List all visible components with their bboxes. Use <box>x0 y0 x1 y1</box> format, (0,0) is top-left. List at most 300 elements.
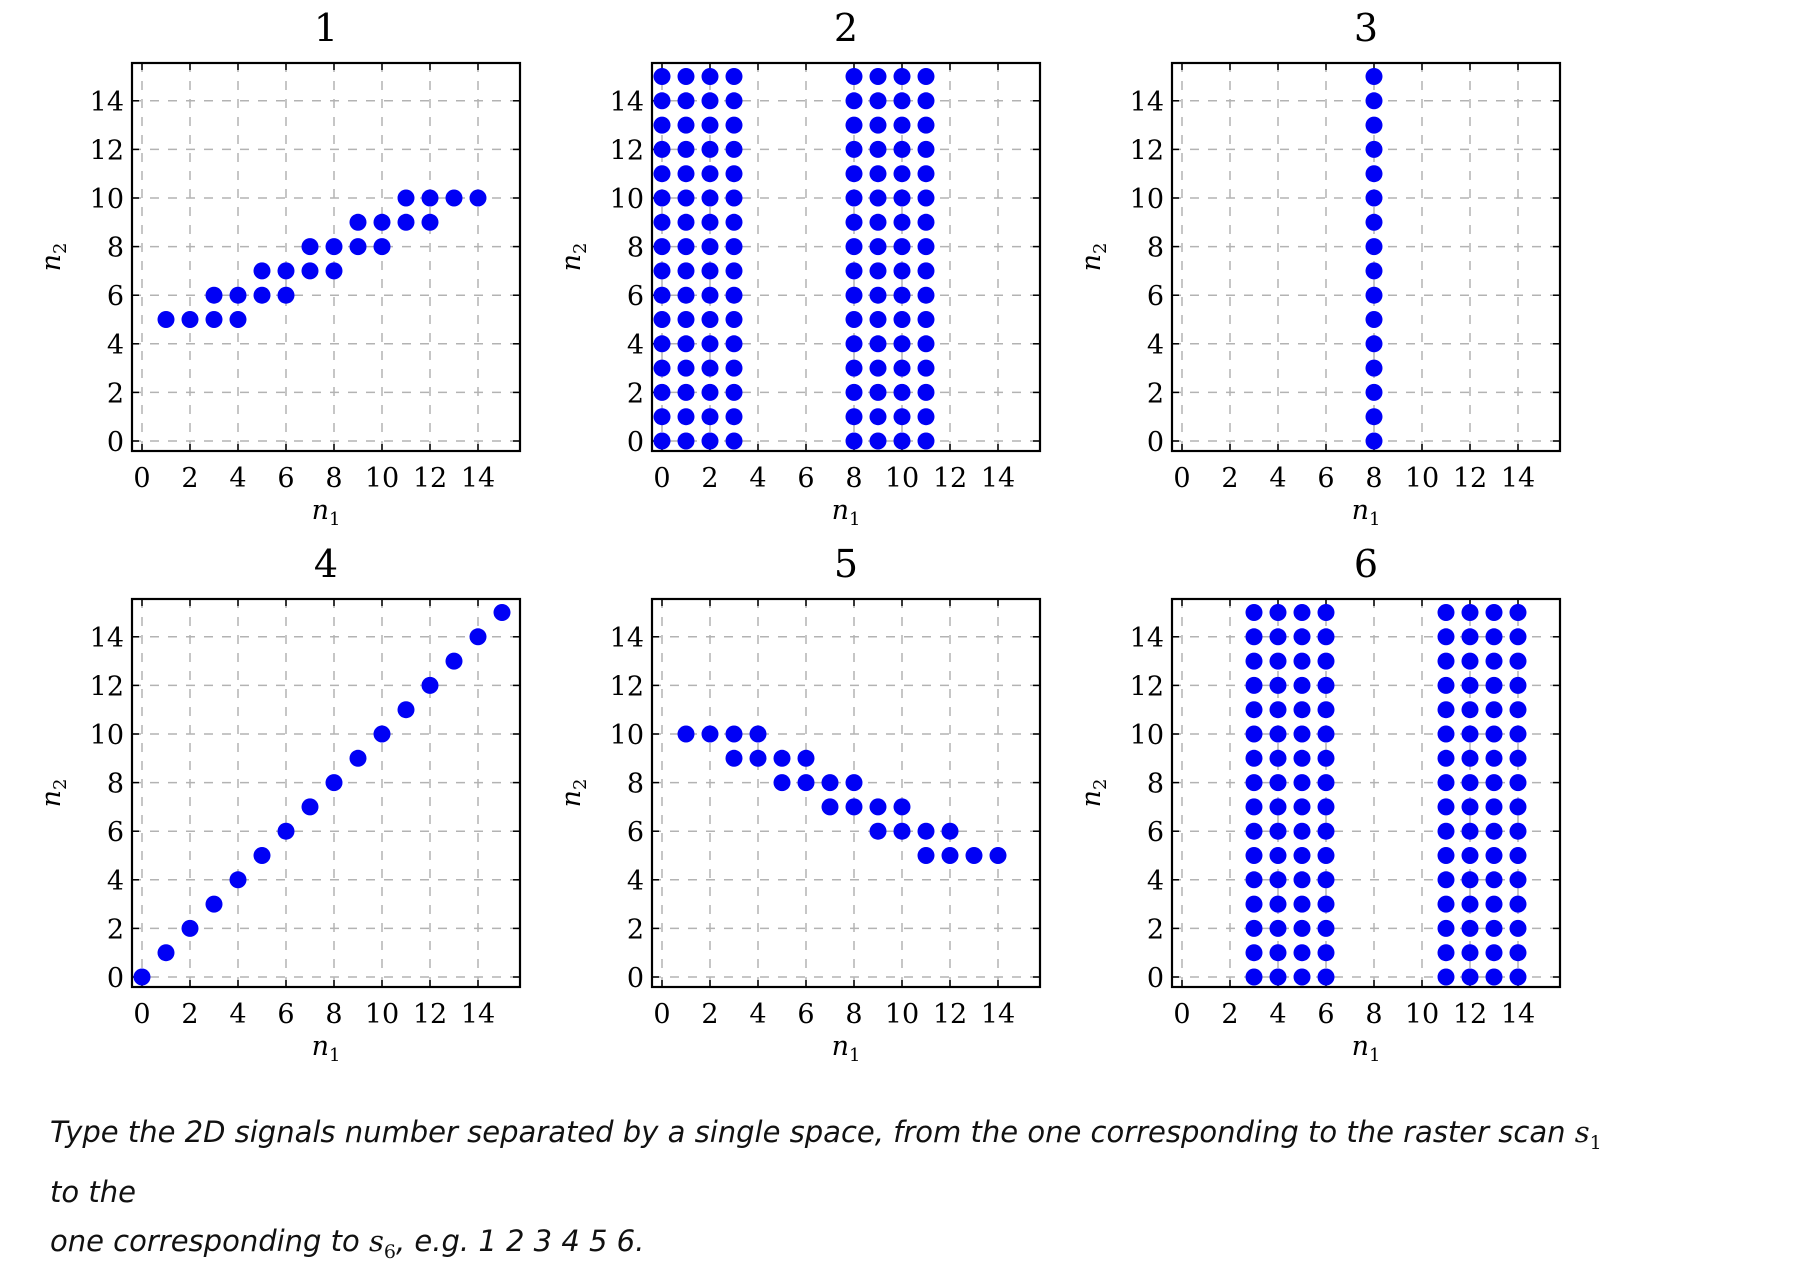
x-axis-label: $n_1$ <box>1351 495 1381 530</box>
x-tick-label: 8 <box>325 999 343 1030</box>
x-tick-label: 10 <box>1404 999 1440 1030</box>
data-point <box>1486 774 1503 791</box>
data-point <box>726 408 743 425</box>
data-point <box>678 360 695 377</box>
x-tick-label: 12 <box>412 999 448 1030</box>
scatter-chart-3 <box>1076 6 1560 530</box>
data-point <box>398 190 415 207</box>
y-tick-label: 10 <box>609 184 644 215</box>
data-point <box>1246 847 1263 864</box>
data-point <box>1510 677 1527 694</box>
data-point <box>1270 969 1287 986</box>
raster-scan-symbol-s1: $s_1$ <box>1574 1115 1602 1154</box>
data-point <box>822 798 839 815</box>
data-point <box>918 117 935 134</box>
data-point <box>278 262 295 279</box>
data-point <box>918 335 935 352</box>
data-point <box>1438 653 1455 670</box>
data-point <box>654 335 671 352</box>
data-point <box>1366 238 1383 255</box>
x-tick-label: 8 <box>1365 999 1383 1030</box>
y-tick-label: 10 <box>1129 184 1164 215</box>
data-point <box>1510 604 1527 621</box>
data-point <box>182 920 199 937</box>
data-point <box>1462 701 1479 718</box>
data-point <box>1318 750 1335 767</box>
x-tick-label: 6 <box>797 463 815 494</box>
data-point <box>726 262 743 279</box>
x-tick-label: 14 <box>980 999 1016 1030</box>
data-point <box>654 190 671 207</box>
data-point <box>1510 920 1527 937</box>
data-point <box>918 92 935 109</box>
data-point <box>1294 604 1311 621</box>
scatter-chart-2 <box>556 6 1040 530</box>
data-point <box>1318 726 1335 743</box>
data-point <box>1486 798 1503 815</box>
data-point <box>1510 969 1527 986</box>
x-tick-label: 2 <box>1221 463 1239 494</box>
y-tick-label: 14 <box>1129 622 1164 654</box>
data-point <box>870 384 887 401</box>
x-tick-label: 10 <box>884 463 920 494</box>
data-point <box>1318 628 1335 645</box>
data-point <box>870 92 887 109</box>
data-point <box>326 238 343 255</box>
data-point <box>702 408 719 425</box>
data-point <box>350 750 367 767</box>
data-point <box>702 433 719 450</box>
data-point <box>1294 896 1311 913</box>
data-point <box>1246 677 1263 694</box>
y-tick-label: 6 <box>626 817 644 849</box>
data-point <box>918 141 935 158</box>
data-point <box>798 750 815 767</box>
x-tick-label: 4 <box>1269 463 1287 494</box>
y-tick-label: 4 <box>626 329 644 361</box>
chart-title: 3 <box>1353 6 1379 50</box>
data-point <box>846 360 863 377</box>
x-tick-label: 12 <box>932 999 968 1030</box>
data-point <box>1438 847 1455 864</box>
data-point <box>750 726 767 743</box>
data-point <box>1318 677 1335 694</box>
data-point <box>726 287 743 304</box>
data-point <box>702 335 719 352</box>
data-point <box>1486 750 1503 767</box>
data-point <box>654 360 671 377</box>
data-point <box>678 335 695 352</box>
data-point <box>726 726 743 743</box>
x-tick-label: 8 <box>325 463 343 494</box>
data-point <box>846 774 863 791</box>
y-axis-label: $n_2$ <box>556 778 591 808</box>
data-point <box>918 214 935 231</box>
data-point <box>1438 896 1455 913</box>
data-point <box>870 433 887 450</box>
y-tick-label: 4 <box>106 329 124 361</box>
data-point <box>1246 750 1263 767</box>
data-point <box>678 190 695 207</box>
y-axis-label: $n_2$ <box>1076 778 1111 808</box>
data-point <box>254 287 271 304</box>
data-point <box>1294 798 1311 815</box>
x-tick-label: 14 <box>980 463 1016 494</box>
data-point <box>702 117 719 134</box>
x-tick-label: 4 <box>1269 999 1287 1030</box>
data-point <box>894 823 911 840</box>
data-point <box>1510 628 1527 645</box>
data-point <box>1270 920 1287 937</box>
y-tick-label: 14 <box>609 86 644 118</box>
data-point <box>422 677 439 694</box>
data-point <box>846 117 863 134</box>
data-point <box>1462 774 1479 791</box>
data-point <box>726 141 743 158</box>
data-point <box>894 141 911 158</box>
data-point <box>494 604 511 621</box>
x-tick-label: 6 <box>1317 999 1335 1030</box>
data-point <box>894 117 911 134</box>
data-point <box>654 165 671 182</box>
x-tick-label: 14 <box>460 463 496 494</box>
data-point <box>918 311 935 328</box>
data-point <box>1318 871 1335 888</box>
x-tick-label: 8 <box>1365 463 1383 494</box>
data-point <box>1246 823 1263 840</box>
y-tick-label: 12 <box>609 671 644 703</box>
x-tick-label: 10 <box>364 463 400 494</box>
x-tick-label: 4 <box>749 463 767 494</box>
y-tick-label: 4 <box>1146 329 1164 361</box>
data-point <box>678 311 695 328</box>
data-point <box>870 262 887 279</box>
x-tick-label: 12 <box>932 463 968 494</box>
x-tick-label: 0 <box>1173 999 1191 1030</box>
data-point <box>654 311 671 328</box>
data-point <box>1486 944 1503 961</box>
data-point <box>918 847 935 864</box>
data-point <box>1438 798 1455 815</box>
data-point <box>918 287 935 304</box>
data-point <box>894 262 911 279</box>
data-point <box>918 823 935 840</box>
x-tick-label: 6 <box>797 999 815 1030</box>
data-point <box>726 68 743 85</box>
data-point <box>654 117 671 134</box>
data-point <box>894 408 911 425</box>
data-point <box>446 190 463 207</box>
data-point <box>918 68 935 85</box>
data-point <box>230 871 247 888</box>
data-point <box>278 287 295 304</box>
data-point <box>1462 920 1479 937</box>
x-axis-label: $n_1$ <box>311 1031 341 1066</box>
data-point <box>1486 969 1503 986</box>
x-tick-label: 10 <box>1404 463 1440 494</box>
data-point <box>1270 677 1287 694</box>
data-point <box>894 433 911 450</box>
data-point <box>1462 750 1479 767</box>
data-point <box>1246 896 1263 913</box>
data-point <box>1366 433 1383 450</box>
data-point <box>1438 677 1455 694</box>
data-point <box>1486 604 1503 621</box>
data-point <box>726 117 743 134</box>
data-point <box>1366 311 1383 328</box>
scatter-chart-4 <box>36 542 520 1066</box>
data-point <box>894 165 911 182</box>
x-tick-label: 14 <box>1500 999 1536 1030</box>
data-point <box>846 384 863 401</box>
y-tick-label: 2 <box>106 914 124 946</box>
data-point <box>846 798 863 815</box>
data-point <box>894 335 911 352</box>
raster-scan-symbol-s6: $s_6$ <box>369 1223 396 1263</box>
data-point <box>1366 408 1383 425</box>
data-point <box>1318 823 1335 840</box>
y-tick-label: 4 <box>626 865 644 897</box>
y-tick-label: 6 <box>626 281 644 313</box>
data-point <box>678 214 695 231</box>
scatter-chart-5 <box>556 542 1040 1066</box>
data-point <box>726 165 743 182</box>
data-point <box>702 92 719 109</box>
data-point <box>654 214 671 231</box>
data-point <box>302 262 319 279</box>
x-tick-label: 8 <box>845 463 863 494</box>
y-tick-label: 12 <box>89 135 124 167</box>
data-point <box>1318 847 1335 864</box>
data-point <box>1246 920 1263 937</box>
data-point <box>1486 677 1503 694</box>
data-point <box>1438 823 1455 840</box>
data-point <box>1366 384 1383 401</box>
data-point <box>1510 871 1527 888</box>
data-point <box>702 141 719 158</box>
data-point <box>1294 847 1311 864</box>
x-tick-label: 12 <box>1452 463 1488 494</box>
data-point <box>654 68 671 85</box>
data-point <box>350 214 367 231</box>
data-point <box>1462 847 1479 864</box>
data-point <box>1438 726 1455 743</box>
data-point <box>1510 944 1527 961</box>
data-point <box>302 798 319 815</box>
data-point <box>1366 335 1383 352</box>
data-point <box>678 238 695 255</box>
data-point <box>1294 677 1311 694</box>
data-point <box>158 311 175 328</box>
data-point <box>1318 944 1335 961</box>
x-tick-label: 14 <box>1500 463 1536 494</box>
data-point <box>846 408 863 425</box>
data-point <box>678 141 695 158</box>
data-point <box>1486 653 1503 670</box>
data-point <box>774 774 791 791</box>
data-point <box>1294 653 1311 670</box>
data-point <box>870 68 887 85</box>
data-point <box>1462 726 1479 743</box>
y-tick-label: 4 <box>1146 865 1164 897</box>
data-point <box>654 408 671 425</box>
y-tick-label: 8 <box>626 768 644 800</box>
data-point <box>870 165 887 182</box>
y-tick-label: 14 <box>1129 86 1164 118</box>
data-point <box>1462 628 1479 645</box>
scatter-chart-1 <box>36 6 520 530</box>
data-point <box>654 141 671 158</box>
data-point <box>846 190 863 207</box>
data-point <box>1510 750 1527 767</box>
data-point <box>1270 896 1287 913</box>
data-point <box>918 384 935 401</box>
data-point <box>1366 190 1383 207</box>
data-point <box>1294 750 1311 767</box>
data-point <box>774 750 791 767</box>
data-point <box>846 214 863 231</box>
data-point <box>870 238 887 255</box>
data-point <box>1486 823 1503 840</box>
data-point <box>702 68 719 85</box>
data-point <box>1462 604 1479 621</box>
data-point <box>254 847 271 864</box>
data-point <box>918 238 935 255</box>
data-point <box>1270 604 1287 621</box>
data-point <box>1462 653 1479 670</box>
data-point <box>230 287 247 304</box>
data-point <box>654 287 671 304</box>
y-tick-label: 12 <box>609 135 644 167</box>
data-point <box>1246 871 1263 888</box>
x-tick-label: 4 <box>229 999 247 1030</box>
data-point <box>678 117 695 134</box>
data-point <box>846 68 863 85</box>
data-point <box>678 165 695 182</box>
data-point <box>1438 969 1455 986</box>
data-point <box>206 896 223 913</box>
data-point <box>870 287 887 304</box>
data-point <box>230 311 247 328</box>
data-point <box>374 238 391 255</box>
data-point <box>1438 604 1455 621</box>
data-point <box>894 214 911 231</box>
x-tick-label: 0 <box>1173 463 1191 494</box>
data-point <box>726 750 743 767</box>
data-point <box>1510 896 1527 913</box>
data-point <box>702 262 719 279</box>
data-point <box>1246 798 1263 815</box>
y-axis-label: $n_2$ <box>1076 242 1111 272</box>
x-tick-label: 14 <box>460 999 496 1030</box>
data-point <box>678 262 695 279</box>
data-point <box>1318 604 1335 621</box>
data-point <box>1294 628 1311 645</box>
data-point <box>1366 68 1383 85</box>
data-point <box>350 238 367 255</box>
data-point <box>1510 774 1527 791</box>
y-tick-label: 8 <box>1146 768 1164 800</box>
data-point <box>470 190 487 207</box>
data-point <box>1486 726 1503 743</box>
data-point <box>1294 969 1311 986</box>
data-point <box>1486 920 1503 937</box>
data-point <box>1366 92 1383 109</box>
data-point <box>470 628 487 645</box>
y-tick-label: 4 <box>106 865 124 897</box>
data-point <box>1294 726 1311 743</box>
data-point <box>726 238 743 255</box>
data-point <box>1438 628 1455 645</box>
data-point <box>678 726 695 743</box>
data-point <box>870 335 887 352</box>
data-point <box>398 214 415 231</box>
data-point <box>1462 677 1479 694</box>
y-tick-label: 0 <box>106 427 124 458</box>
data-point <box>158 944 175 961</box>
data-point <box>1366 165 1383 182</box>
data-point <box>870 311 887 328</box>
data-point <box>1462 944 1479 961</box>
data-point <box>726 311 743 328</box>
data-point <box>1366 214 1383 231</box>
y-tick-label: 8 <box>106 232 124 264</box>
y-tick-label: 6 <box>1146 281 1164 313</box>
y-axis-label: $n_2$ <box>36 242 71 272</box>
data-point <box>1270 871 1287 888</box>
data-point <box>1462 798 1479 815</box>
data-point <box>678 408 695 425</box>
data-point <box>870 360 887 377</box>
data-point <box>1318 920 1335 937</box>
data-point <box>302 238 319 255</box>
y-tick-label: 0 <box>106 963 124 994</box>
data-point <box>678 287 695 304</box>
data-point <box>870 117 887 134</box>
data-point <box>134 969 151 986</box>
y-tick-label: 10 <box>609 720 644 751</box>
x-tick-label: 0 <box>133 463 151 494</box>
data-point <box>702 238 719 255</box>
x-tick-label: 0 <box>653 999 671 1030</box>
y-axis-label: $n_2$ <box>36 778 71 808</box>
data-point <box>870 408 887 425</box>
data-point <box>894 68 911 85</box>
data-point <box>1294 701 1311 718</box>
x-tick-label: 2 <box>181 999 199 1030</box>
y-tick-label: 2 <box>1146 378 1164 410</box>
data-point <box>1366 141 1383 158</box>
data-point <box>846 287 863 304</box>
x-axis-label: $n_1$ <box>1351 1031 1381 1066</box>
data-point <box>1510 653 1527 670</box>
data-point <box>1366 287 1383 304</box>
data-point <box>942 823 959 840</box>
data-point <box>326 774 343 791</box>
data-point <box>846 238 863 255</box>
x-tick-label: 12 <box>412 463 448 494</box>
data-point <box>918 165 935 182</box>
chart-title: 2 <box>833 6 859 50</box>
instruction-caption <box>50 1108 1610 1277</box>
y-tick-label: 0 <box>626 963 644 994</box>
data-point <box>918 262 935 279</box>
data-point <box>1270 726 1287 743</box>
y-tick-label: 8 <box>1146 232 1164 264</box>
data-point <box>206 287 223 304</box>
data-point <box>1270 944 1287 961</box>
data-point <box>1270 798 1287 815</box>
